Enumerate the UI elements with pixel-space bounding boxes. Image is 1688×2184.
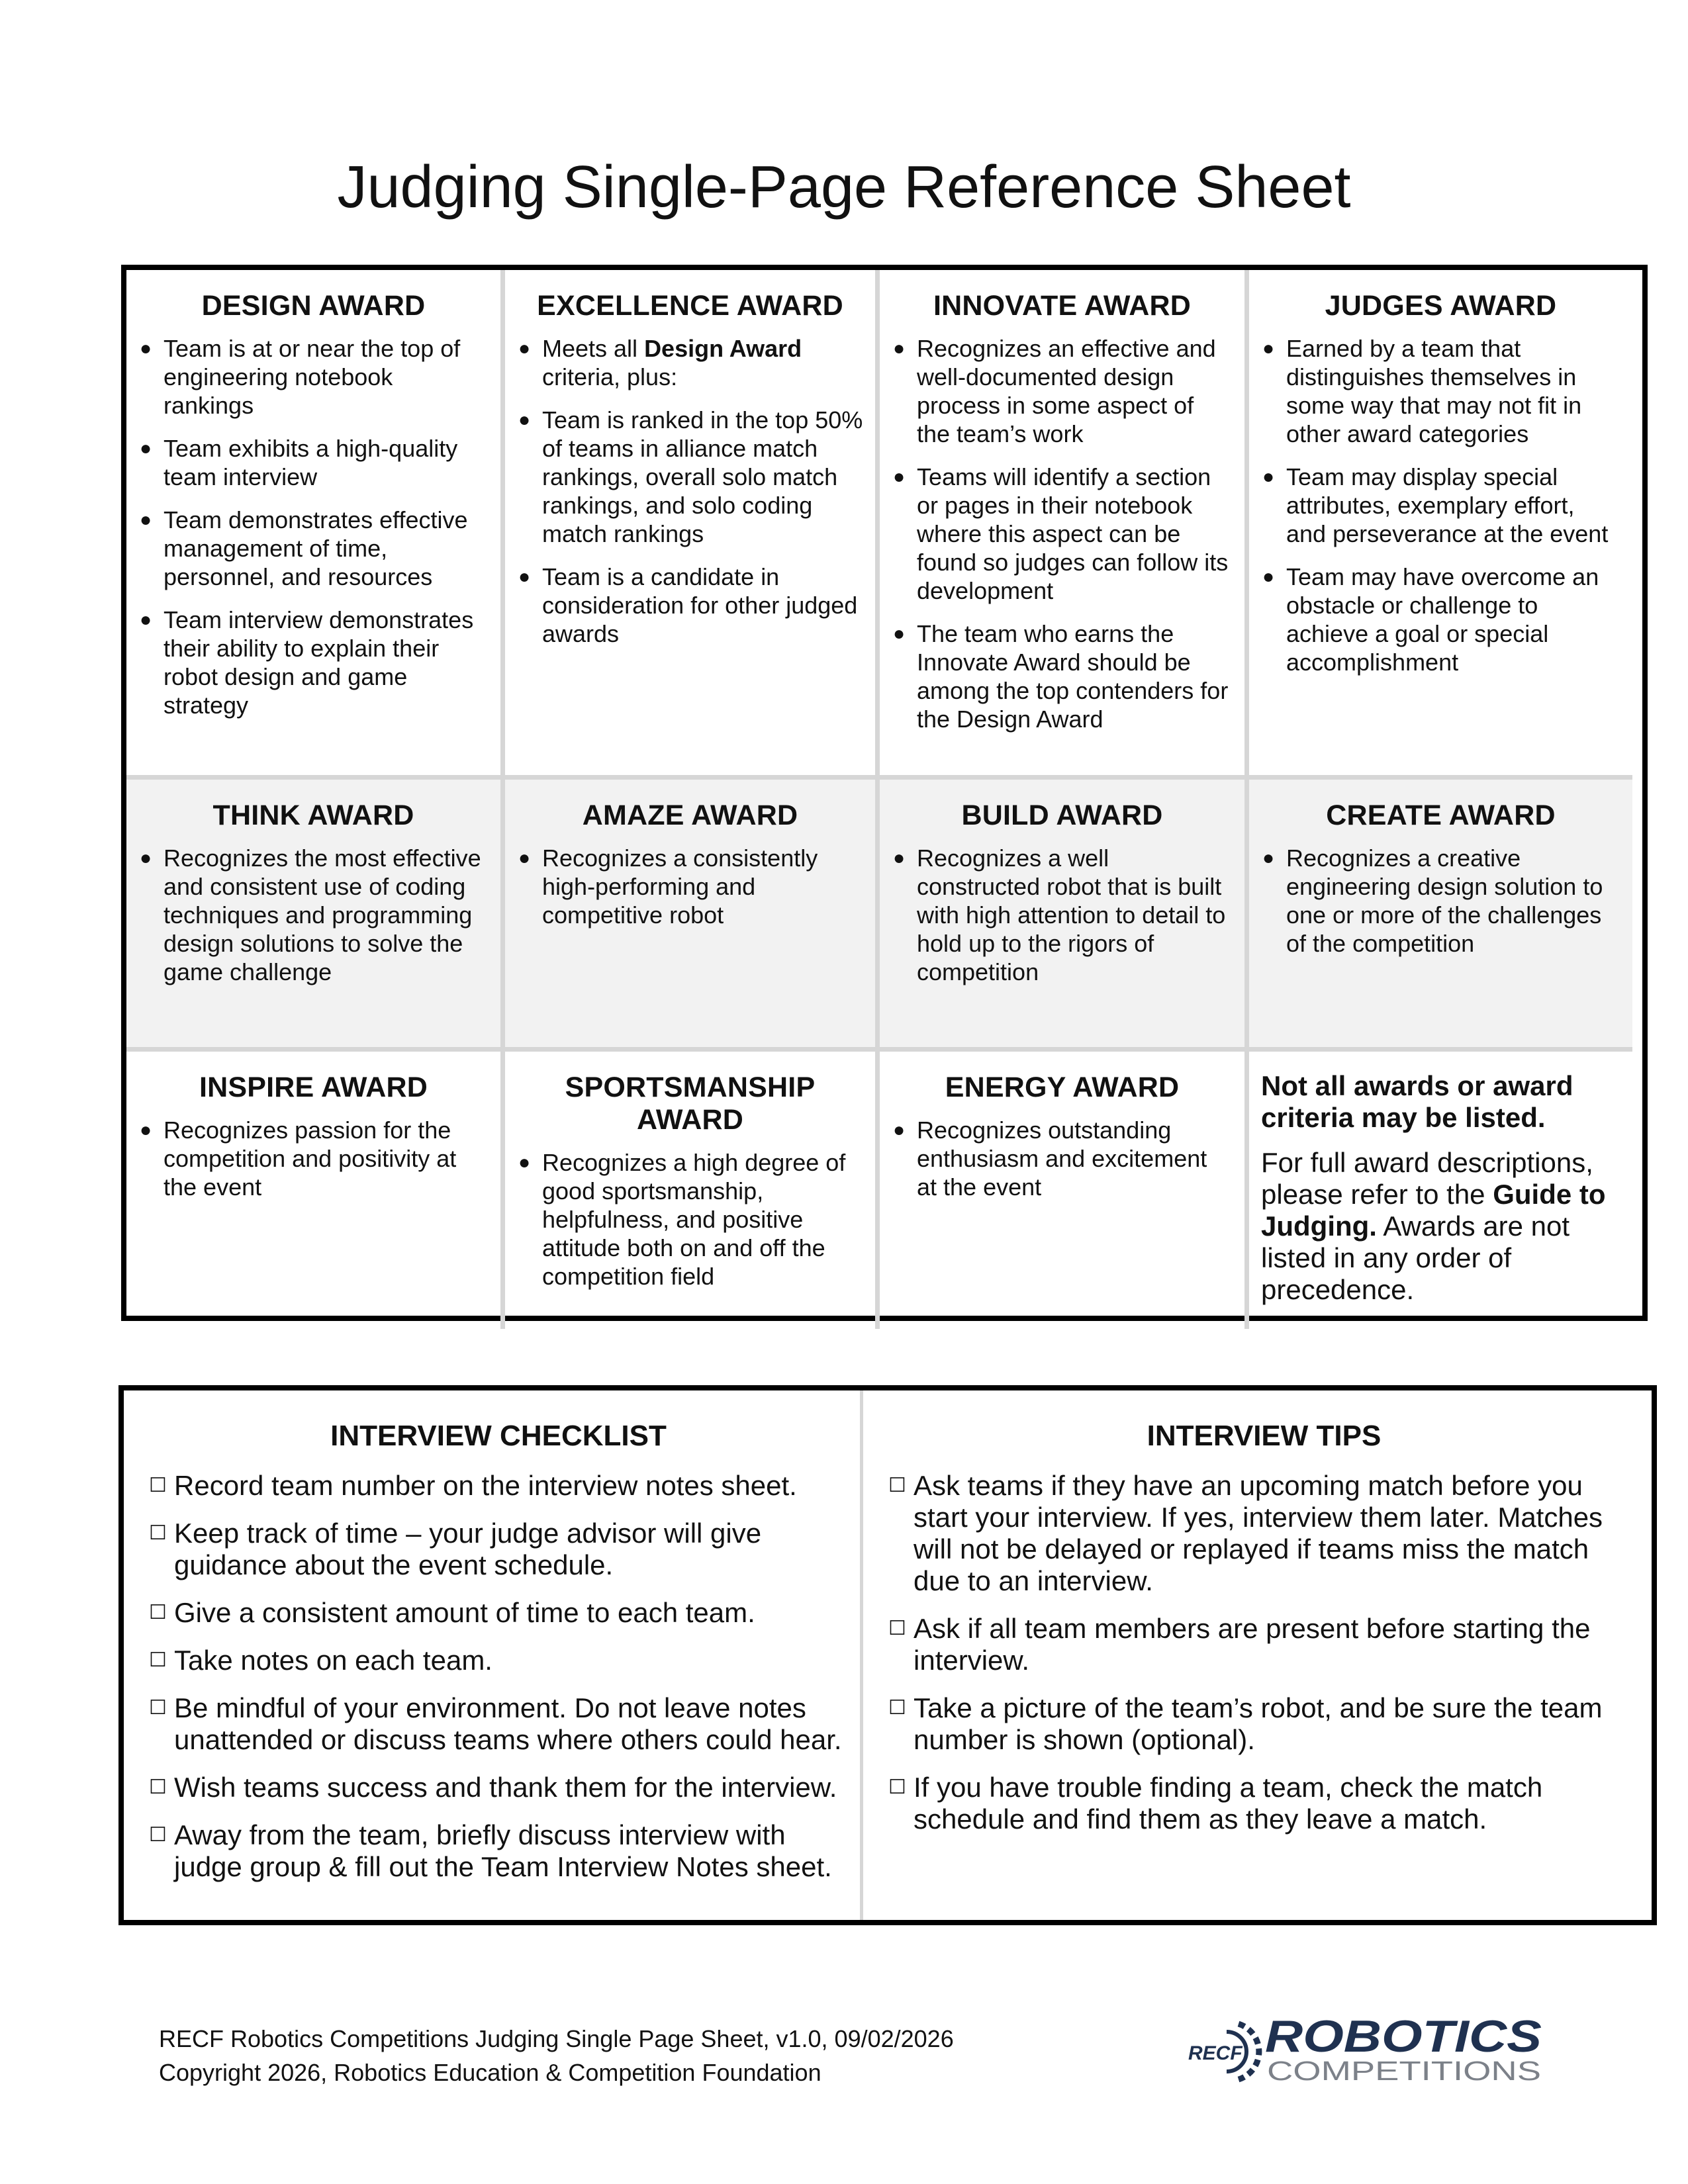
bullet-icon: ● [1262, 847, 1275, 869]
checklist [149, 1470, 848, 1883]
list-item: ● Team may display special attributes, exemplary effort, and perseverance at the event [1262, 463, 1609, 547]
list-item: ● Recognizes passion for the competition and positivity at the event [140, 1116, 457, 1201]
award-card-create [1249, 780, 1632, 1052]
award-card-inspire [126, 1052, 505, 1329]
tip-item: ☐ If you have trouble finding a team, check the match schedule and find them as they leave a match. [888, 1772, 1543, 1835]
tips-list [888, 1470, 1640, 1835]
recf-robotics-competitions-logo [1187, 2012, 1558, 2091]
bullet-icon: ● [518, 338, 531, 359]
checkbox-icon: ☐ [149, 1824, 167, 1846]
bullet-icon: ● [893, 338, 906, 359]
list-item: ● Team exhibits a high-quality team interview [140, 435, 458, 490]
bullet-icon: ● [893, 847, 906, 869]
list-item: ● Recognizes an effective and well-documented design process in some aspect of the team’s work [893, 335, 1216, 447]
award-title: CREATE AWARD [1326, 799, 1556, 831]
bullet-icon: ● [893, 466, 906, 488]
footer-copyright: Copyright 2026, Robotics Education & Competition Foundation [159, 2059, 821, 2086]
award-criteria-list [517, 1148, 863, 1291]
award-criteria-list [138, 334, 489, 719]
tip-item: ☐ Ask if all team members are present before starting the interview. [888, 1613, 1591, 1676]
award-criteria-list [517, 334, 863, 648]
checklist-item: ☐ Give a consistent amount of time to each team. [149, 1597, 755, 1628]
checkbox-icon: ☐ [149, 1697, 167, 1719]
award-title: BUILD AWARD [961, 799, 1163, 831]
list-item: ● Recognizes a well constructed robot that is built with high attention to detail to hold up to the rigors of competition [893, 844, 1226, 985]
bullet-icon: ● [518, 1152, 531, 1173]
design-award-reference: Design Award [644, 335, 802, 362]
award-title: SPORTSMANSHIP AWARD [565, 1071, 816, 1136]
award-card-energy [880, 1052, 1249, 1329]
bullet-icon: ● [1262, 466, 1275, 488]
list-item: ● Earned by a team that distinguishes themselves in some way that may not fit in other award categories [1262, 335, 1582, 447]
bullet-icon: ● [140, 609, 152, 631]
list-item: ● Team interview demonstrates their ability to explain their robot design and game strategy [140, 606, 474, 719]
awards-note [1249, 1052, 1632, 1329]
bullet-icon: ● [1262, 566, 1275, 588]
checkbox-icon: ☐ [888, 1475, 906, 1496]
bullet-icon: ● [1262, 338, 1275, 359]
list-item: ● Team demonstrates effective management of time, personnel, and resources [140, 506, 468, 590]
bullet-icon: ● [518, 847, 531, 869]
award-title: JUDGES AWARD [1325, 290, 1557, 322]
award-criteria-list [892, 1116, 1233, 1201]
checkbox-icon: ☐ [888, 1776, 906, 1798]
list-item: ● Team may have overcome an obstacle or challenge to achieve a goal or special accomplishment [1262, 563, 1599, 676]
list-item: ● Recognizes the most effective and consistent use of coding techniques and programming design solutions to solve the game challenge [140, 844, 481, 985]
tip-item: ☐ Ask teams if they have an upcoming match before you start your interview. If yes, interview them later. Matches will not be delayed or replayed if teams miss the match due to an interview. [888, 1470, 1603, 1596]
list-item: ● Recognizes a high degree of good sportsmanship, helpfulness, and positive attitude both on and off the competition field [518, 1149, 846, 1290]
logo-wordmark-robotics: ROBOTICS [1265, 2012, 1542, 2062]
page-title: Judging Single-Page Reference Sheet [337, 154, 1351, 220]
checklist-item: ☐ Record team number on the interview notes sheet. [149, 1470, 797, 1501]
list-item: ● The team who earns the Innovate Award should be among the top contenders for the Design Award [893, 620, 1229, 733]
award-title: INNOVATE AWARD [933, 290, 1191, 322]
award-title: EXCELLENCE AWARD [537, 290, 843, 322]
award-card-design [126, 270, 505, 780]
award-criteria-list [1261, 334, 1620, 676]
checkbox-icon: ☐ [888, 1697, 906, 1719]
list-item: ● Meets all Design Award criteria, plus: [518, 335, 802, 390]
award-criteria-list [138, 844, 489, 986]
bullet-icon: ● [140, 338, 152, 359]
checklist-item: ☐ Wish teams success and thank them for the interview. [149, 1772, 837, 1803]
footer-version: RECF Robotics Competitions Judging Single Page Sheet, v1.0, 09/02/2026 [159, 2025, 954, 2052]
award-card-judges [1249, 270, 1632, 780]
list-item: ● Team is at or near the top of engineering notebook rankings [140, 335, 461, 419]
award-title: THINK AWARD [212, 799, 414, 831]
award-card-think [126, 780, 505, 1052]
tip-item: ☐ Take a picture of the team’s robot, and be sure the team number is shown (optional). [888, 1692, 1603, 1755]
award-criteria-list [892, 334, 1233, 733]
list-item: ● Recognizes a consistently high-performing and competitive robot [518, 844, 818, 929]
checkbox-icon: ☐ [149, 1475, 167, 1496]
award-card-innovate [880, 270, 1249, 780]
logo-wordmark-competitions: COMPETITIONS [1267, 2056, 1541, 2086]
awards-note-body: For full award descriptions, please refer to the Guide to Judging. Awards are not listed in any order of precedence. [1261, 1147, 1606, 1305]
bullet-icon: ● [140, 1119, 152, 1141]
footer [159, 2022, 954, 2089]
checklist-item: ☐ Keep track of time – your judge advisor will give guidance about the event schedule. [149, 1518, 762, 1580]
bullet-icon: ● [518, 409, 531, 431]
checkbox-icon: ☐ [149, 1602, 167, 1623]
interview-panel [118, 1385, 1657, 1925]
awards-grid [121, 265, 1648, 1321]
list-item: ● Team is ranked in the top 50% of teams in alliance match rankings, overall solo match rankings, and solo coding match rankings [518, 406, 863, 547]
checkbox-icon: ☐ [149, 1649, 167, 1671]
bullet-icon: ● [893, 1119, 906, 1141]
list-item: ● Teams will identify a section or pages in their notebook where this aspect can be found so judges can follow its development [893, 463, 1229, 604]
award-card-excellence [505, 270, 880, 780]
award-title: INSPIRE AWARD [199, 1071, 428, 1103]
checklist-item: ☐ Away from the team, briefly discuss interview with judge group & fill out the Team Interview Notes sheet. [149, 1819, 832, 1882]
recf-mark: RECF [1188, 2042, 1243, 2064]
list-item: ● Recognizes a creative engineering design solution to one or more of the challenges of the competition [1262, 844, 1603, 957]
awards-note-heading: Not all awards or award criteria may be listed. [1261, 1070, 1573, 1133]
award-title: ENERGY AWARD [945, 1071, 1180, 1103]
interview-checklist [124, 1390, 863, 1920]
award-card-build [880, 780, 1249, 1052]
checkbox-icon: ☐ [149, 1776, 167, 1798]
bullet-icon: ● [893, 623, 906, 645]
checkbox-icon: ☐ [888, 1617, 906, 1639]
bullet-icon: ● [140, 847, 152, 869]
interview-tips [863, 1390, 1652, 1920]
award-card-sportsmanship [505, 1052, 880, 1329]
award-criteria-list [892, 844, 1233, 986]
section-title: INTERVIEW TIPS [1147, 1420, 1382, 1452]
bullet-icon: ● [140, 509, 152, 531]
list-item: ● Team is a candidate in consideration for other judged awards [518, 563, 858, 647]
award-criteria-list [138, 1116, 489, 1201]
bullet-icon: ● [518, 566, 531, 588]
bullet-icon: ● [140, 437, 152, 459]
award-criteria-list [517, 844, 863, 929]
checklist-item: ☐ Take notes on each team. [149, 1645, 492, 1676]
checkbox-icon: ☐ [149, 1522, 167, 1544]
award-title: AMAZE AWARD [582, 799, 798, 831]
checklist-item: ☐ Be mindful of your environment. Do not leave notes unattended or discuss teams where others could hear. [149, 1692, 842, 1755]
award-title: DESIGN AWARD [201, 290, 426, 322]
guide-to-judging-reference: Guide to Judging. [1261, 1179, 1606, 1242]
list-item: ● Recognizes outstanding enthusiasm and excitement at the event [893, 1116, 1207, 1201]
award-criteria-list [1261, 844, 1620, 958]
section-title: INTERVIEW CHECKLIST [330, 1420, 667, 1452]
award-card-amaze [505, 780, 880, 1052]
